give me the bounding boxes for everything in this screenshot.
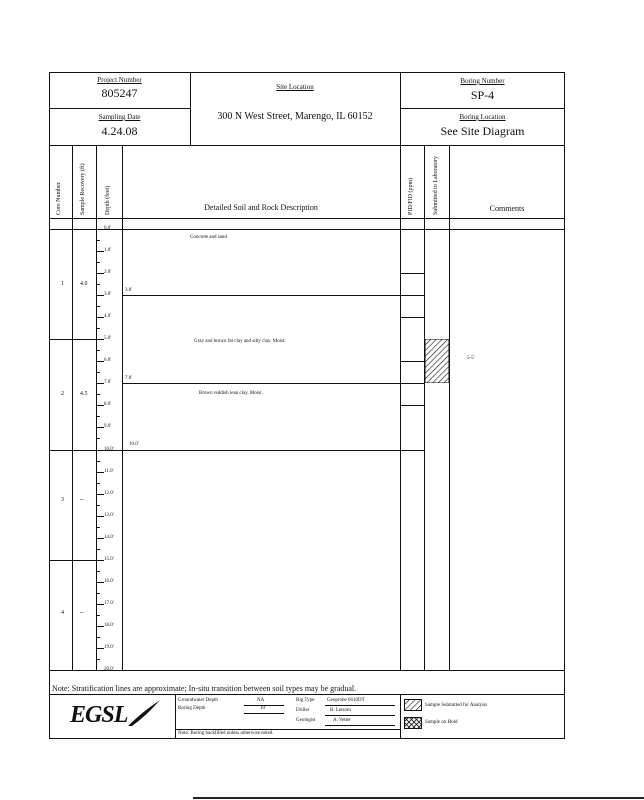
legend-held-swatch (404, 717, 422, 729)
depth-tick (96, 494, 104, 495)
depth-tick (96, 361, 104, 362)
sampling-date: 4.24.08 (101, 124, 138, 138)
site-location: 300 N West Street, Marengo, IL 60152 (217, 111, 373, 122)
scan-edge-line (193, 797, 644, 799)
depth-tick-label: 10.0' (104, 446, 114, 452)
depth-tick (96, 339, 104, 340)
boring-number-label: Boring Number (460, 77, 505, 85)
core-1-recovery: 4.0 (80, 281, 88, 287)
boundary-7ft: 7.0' (125, 376, 133, 381)
form-frame (49, 72, 565, 739)
depth-tick-label: 2.0' (104, 270, 112, 276)
depth-tick-label: 19.0' (104, 644, 114, 650)
depth-tick-label: 18.0' (104, 622, 114, 628)
depth-tick (96, 604, 104, 605)
depth-tick-label: 5.0' (104, 336, 112, 342)
sampling-date-label: Sampling Date (98, 113, 141, 121)
depth-minor-tick (96, 284, 100, 285)
geologist-label: Geologist (296, 718, 316, 723)
col-pid: PID/FID (ppm) (408, 177, 414, 215)
depth-minor-tick (96, 593, 100, 594)
depth-tick-label: 15.0' (104, 556, 114, 562)
depth-tick-label: 6.0' (104, 358, 112, 364)
depth-tick (96, 538, 104, 539)
col-comments: Comments (489, 204, 525, 213)
depth-tick (96, 405, 104, 406)
boring-location-label: Boring Location (459, 113, 506, 121)
col-depth: Depth (feet) (105, 185, 111, 215)
depth-tick-label: 12.0' (104, 490, 114, 496)
depth-minor-tick (96, 461, 100, 462)
geologist: A. Vetter (333, 718, 351, 723)
boring-depth: 10' (260, 706, 266, 711)
depth-tick-label: 1.0' (104, 248, 112, 254)
core-3-recovery: -- (80, 497, 84, 503)
depth-minor-tick (96, 416, 100, 417)
depth-tick-label: 9.0' (104, 424, 112, 430)
backfill-note: Note: Boring backfilled unless otherwise noted. (178, 731, 274, 736)
depth-tick (96, 560, 104, 561)
project-number: 805247 (101, 86, 138, 100)
egsl-logo: EGSL (70, 702, 128, 728)
depth-minor-tick (96, 350, 100, 351)
project-number-label: Project Number (97, 76, 142, 84)
depth-tick-label: 16.0' (104, 578, 114, 584)
depth-minor-tick (96, 571, 100, 572)
depth-minor-tick (96, 659, 100, 660)
depth-tick-label: 14.0' (104, 534, 114, 540)
depth-minor-tick (96, 240, 100, 241)
depth-tick-label: 7.0' (104, 380, 112, 386)
boring-number: SP-4 (470, 88, 495, 102)
depth-minor-tick (96, 637, 100, 638)
depth-tick-label: 4.0' (104, 314, 112, 320)
depth-tick (96, 273, 104, 274)
depth-minor-tick (96, 527, 100, 528)
col-sample-recovery: Sample Recovery (ft) (80, 163, 86, 215)
core-4-number: 4 (61, 610, 64, 616)
legend-held: Sample on Hold (425, 720, 458, 725)
boring-depth-label: Boring Depth (178, 706, 206, 711)
depth-minor-tick (96, 549, 100, 550)
core-2-recovery: 4.5 (80, 391, 88, 397)
depth-tick (96, 427, 104, 428)
depth-tick (96, 582, 104, 583)
col-core-number: Core Number (56, 182, 62, 215)
depth-tick (96, 472, 104, 473)
layer-3-description: Brown reddish lean clay. Moist. (199, 391, 263, 396)
depth-tick (96, 251, 104, 252)
core-1-number: 1 (61, 281, 64, 287)
depth-minor-tick (96, 615, 100, 616)
depth-minor-tick (96, 483, 100, 484)
depth-tick (96, 648, 104, 649)
depth-tick (96, 295, 104, 296)
col-description: Detailed Soil and Rock Description (204, 203, 318, 212)
depth-minor-tick (96, 306, 100, 307)
legend-analysis: Sample Submitted for Analysis (425, 703, 488, 708)
boring-location: See Site Diagram (440, 124, 525, 138)
rig-type-label: Rig Type (296, 698, 315, 703)
core-2-number: 2 (61, 391, 64, 397)
driller: B. Letsom (330, 708, 351, 713)
stratification-note: Note: Stratification lines are approximate; In-situ transition between soil types may be gradual. (52, 684, 357, 693)
core-4-recovery: -- (80, 610, 84, 616)
depth-tick-label: 0.0' (104, 226, 112, 231)
layer-2-description: Gray and brown fat clay and silty clay. Moist. (194, 339, 286, 344)
depth-tick-label: 17.0' (104, 600, 114, 606)
depth-tick (96, 317, 104, 318)
rig-type: Geoprobe 6610DT (327, 698, 365, 703)
depth-minor-tick (96, 438, 100, 439)
depth-minor-tick (96, 505, 100, 506)
depth-tick-label: 8.0' (104, 402, 112, 408)
depth-tick (96, 383, 104, 384)
site-location-label: Site Location (276, 83, 314, 91)
depth-tick (96, 229, 104, 230)
depth-minor-tick (96, 262, 100, 263)
depth-tick-label: 13.0' (104, 512, 114, 518)
depth-tick (96, 670, 104, 671)
legend-analysis-swatch (404, 699, 422, 711)
depth-tick-label: 3.0' (104, 292, 112, 298)
depth-tick (96, 626, 104, 627)
depth-minor-tick (96, 372, 100, 373)
col-submitted: Submitted to Laboratory (433, 156, 439, 215)
depth-minor-tick (96, 394, 100, 395)
core-3-number: 3 (61, 497, 64, 503)
logo-swoosh-icon (126, 698, 162, 728)
groundwater-depth: NA (257, 698, 265, 703)
layer-1-description: Concrete and sand (190, 235, 227, 240)
boundary-3ft: 3.0' (125, 288, 133, 293)
depth-tick-label: 20.0' (104, 667, 114, 672)
depth-tick-label: 11.0' (104, 468, 114, 474)
depth-tick (96, 516, 104, 517)
boundary-10ft: 10.0' (129, 442, 139, 447)
depth-minor-tick (96, 328, 100, 329)
driller-label: Driller (296, 708, 310, 713)
comment-sample: 5-5' (467, 356, 475, 361)
sample-submitted-marker (425, 339, 449, 383)
groundwater-depth-label: Groundwater Depth (178, 698, 218, 703)
